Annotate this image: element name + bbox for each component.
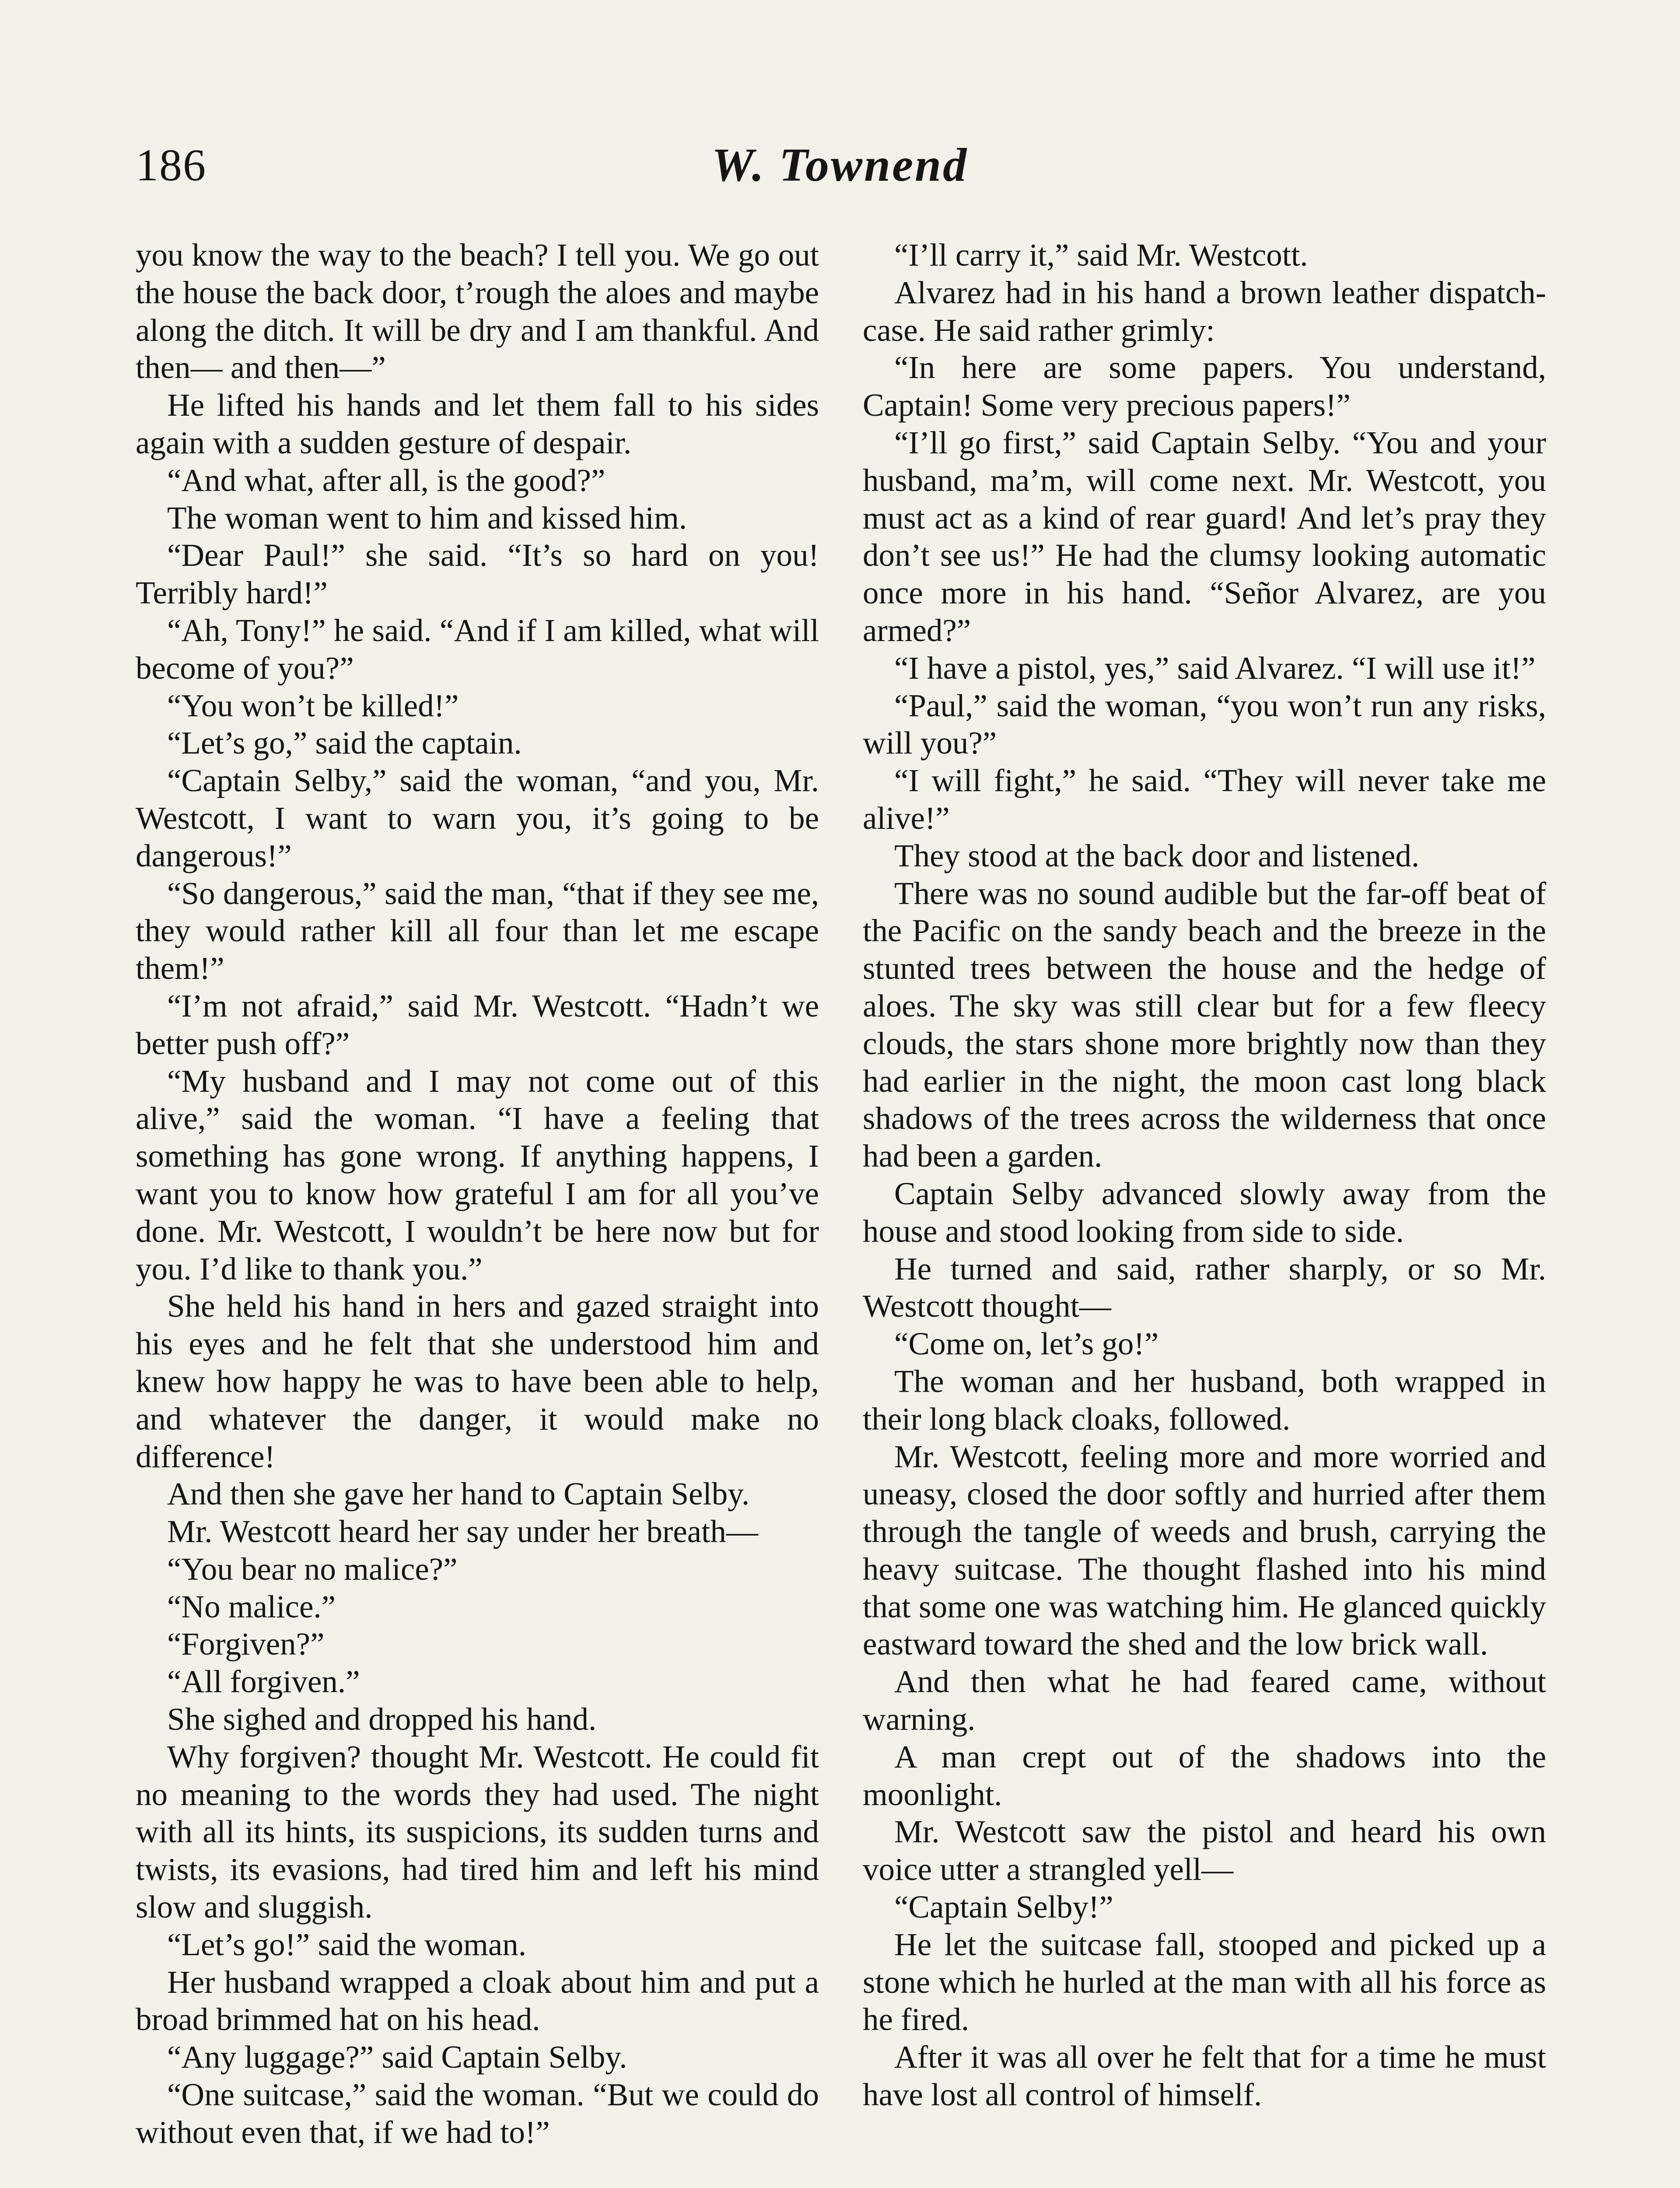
- paragraph: And then she gave her hand to Captain Selby.: [167, 1476, 750, 1512]
- paragraph: A man crept out of the shadows into the moonlight.: [863, 1739, 1546, 1812]
- paragraph: “All forgiven.”: [167, 1664, 360, 1700]
- paragraph: “Any luggage?” said Captain Selby.: [167, 2039, 627, 2075]
- paragraph: “I will fight,” he said. “They will never take me alive!”: [863, 763, 1546, 836]
- paragraph: Why forgiven? thought Mr. Westcott. He could fit no meaning to the words they had used. The night with all its hints, its suspicions, its sudden turns and twists, its evasions, had tired him and left his mind slow and sluggish.: [136, 1739, 819, 1925]
- paragraph: “Dear Paul!” she said. “It’s so hard on you! Terribly hard!”: [136, 537, 819, 611]
- paragraph: Mr. Westcott, feeling more and more worried and uneasy, closed the door softly and hurried after them through the tangle of weeds and brush, carrying the heavy suitcase. The thought flashed into his mind that some one was watching him. He glanced quickly eastward toward the shed and the low brick wall.: [863, 1438, 1546, 1662]
- paragraph: Mr. Westcott heard her say under her breath—: [167, 1514, 758, 1550]
- running-head-author: W. Townend: [711, 139, 969, 191]
- paragraph: The woman and her husband, both wrapped in their long black cloaks, followed.: [863, 1363, 1546, 1437]
- paragraph: “No malice.”: [167, 1588, 336, 1624]
- paragraph: He let the suitcase fall, stooped and picked up a stone which he hurled at the man with all his force as he fired.: [863, 1926, 1546, 2037]
- paragraph: “Let’s go!” said the woman.: [167, 1926, 527, 1962]
- paragraph: “I’ll go first,” said Captain Selby. “You and your husband, ma’m, will come next. Mr. Westcott, you must act as a kind of rear guard! And let’s pray they don’t see us!” He had the clumsy looking automatic once more in his hand. “Señor Alvarez, are you armed?”: [863, 424, 1546, 648]
- paragraph: “Captain Selby,” said the woman, “and you, Mr. Westcott, I want to warn you, it’s going to be dangerous!”: [136, 763, 819, 873]
- paragraph: “So dangerous,” said the man, “that if they see me, they would rather kill all four than let me escape them!”: [136, 875, 819, 986]
- paragraph: The woman went to him and kissed him.: [167, 500, 687, 536]
- page-header: [136, 139, 1544, 200]
- paragraph: “I’m not afraid,” said Mr. Westcott. “Hadn’t we better push off?”: [136, 988, 819, 1061]
- paragraph: “I have a pistol, yes,” said Alvarez. “I will use it!”: [894, 650, 1536, 686]
- paragraph: “Let’s go,” said the captain.: [167, 725, 522, 761]
- left-text-column: [136, 236, 819, 2151]
- paragraph: Mr. Westcott saw the pistol and heard his own voice utter a strangled yell—: [863, 1814, 1546, 1887]
- paragraph: Captain Selby advanced slowly away from the house and stood looking from side to side.: [863, 1175, 1546, 1249]
- paragraph: “You won’t be killed!”: [167, 687, 459, 723]
- paragraph: And then what he had feared came, without warning.: [863, 1664, 1546, 1737]
- page-number: 186: [136, 140, 206, 190]
- right-text-column: [863, 236, 1546, 2114]
- paragraph: “In here are some papers. You understand, Captain! Some very precious papers!”: [863, 350, 1546, 423]
- paragraph: “You bear no malice?”: [167, 1551, 458, 1587]
- paragraph: “Ah, Tony!” he said. “And if I am killed, what will become of you?”: [136, 612, 819, 686]
- paragraph: Her husband wrapped a cloak about him and put a broad brimmed hat on his head.: [136, 1964, 819, 2037]
- paragraph: “Forgiven?”: [167, 1626, 325, 1662]
- paragraph: “I’ll carry it,” said Mr. Westcott.: [894, 237, 1308, 273]
- paragraph: There was no sound audible but the far-off beat of the Pacific on the sandy beach and the breeze in the stunted trees between the house and the hedge of aloes. The sky was still clear but for a few fleecy clouds, the stars shone more brightly now than they had earlier in the night, the moon cast long black shadows of the trees across the wilderness that once had been a garden.: [863, 875, 1546, 1174]
- paragraph: She sighed and dropped his hand.: [167, 1701, 597, 1737]
- paragraph: They stood at the back door and listened.: [894, 838, 1420, 873]
- paragraph: you know the way to the beach? I tell you. We go out the house the back door, t’rough the aloes and maybe along the ditch. It will be dry and I am thankful. And then— and then—”: [136, 237, 819, 386]
- paragraph: After it was all over he felt that for a time he must have lost all control of himself.: [863, 2039, 1546, 2113]
- paragraph: “Paul,” said the woman, “you won’t run any risks, will you?”: [863, 687, 1546, 761]
- paragraph: He lifted his hands and let them fall to his sides again with a sudden gesture of despair.: [136, 387, 819, 460]
- paragraph: He turned and said, rather sharply, or so Mr. Westcott thought—: [863, 1251, 1546, 1324]
- paragraph: “My husband and I may not come out of this alive,” said the woman. “I have a feeling that something has gone wrong. If anything happens, I want you to know how grateful I am for all you’ve done. Mr. Westcott, I wouldn’t be here now but for you. I’d like to thank you.”: [136, 1063, 819, 1287]
- paragraph: “One suitcase,” said the woman. “But we could do without even that, if we had to!”: [136, 2077, 819, 2150]
- paragraph: “Captain Selby!”: [894, 1889, 1113, 1925]
- paragraph: “And what, after all, is the good?”: [167, 462, 606, 498]
- paragraph: Alvarez had in his hand a brown leather dispatch-case. He said rather grimly:: [863, 274, 1546, 348]
- paragraph: She held his hand in hers and gazed straight into his eyes and he felt that she understood him and knew how happy he was to have been able to help, and whatever the danger, it would make no difference!: [136, 1288, 819, 1474]
- paragraph: “Come on, let’s go!”: [894, 1326, 1159, 1362]
